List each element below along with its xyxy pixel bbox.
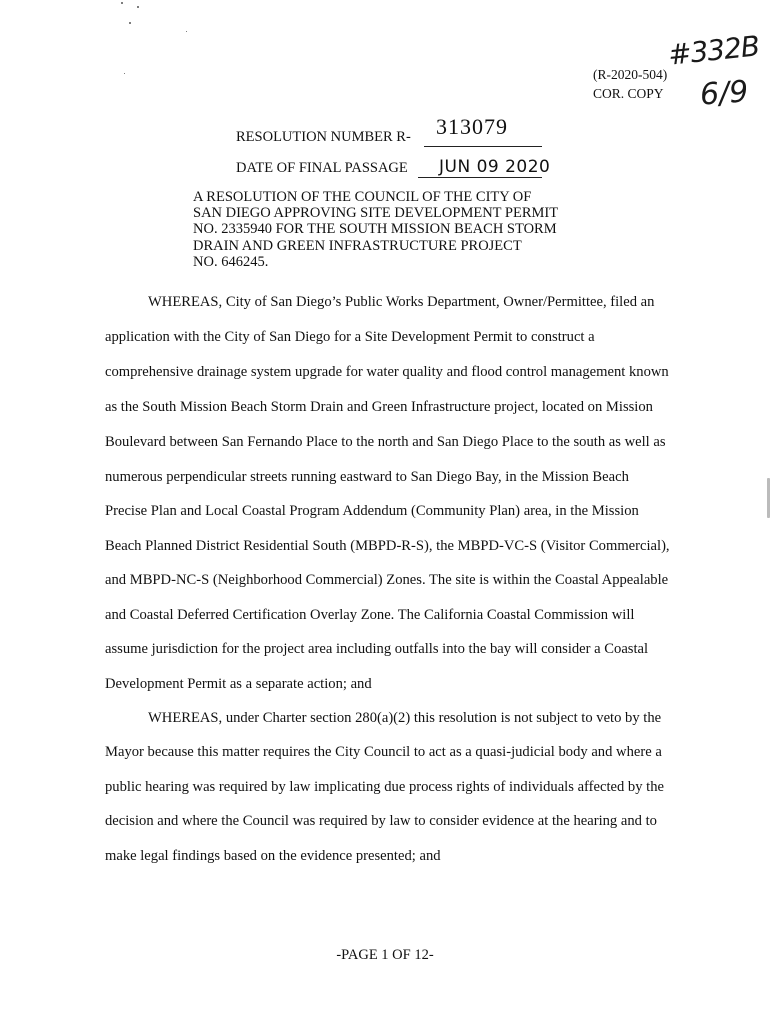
correction-copy-label: COR. COPY bbox=[593, 86, 664, 101]
body-line: comprehensive drainage system upgrade for water quality and flood control management known bbox=[105, 364, 669, 380]
page-number: -PAGE 1 OF 12- bbox=[336, 947, 434, 963]
scan-speck bbox=[129, 22, 131, 24]
body-line: Development Permit as a separate action; and bbox=[105, 676, 372, 692]
body-line: Precise Plan and Local Coastal Program Addendum (Community Plan) area, in the Mission bbox=[105, 503, 639, 519]
body-line: as the South Mission Beach Storm Drain and Green Infrastructure project, located on Mission bbox=[105, 399, 653, 415]
body-line: public hearing was required by law implicating due process rights of individuals affected by the bbox=[105, 779, 665, 795]
final-passage-date-label: DATE OF FINAL PASSAGE bbox=[236, 160, 408, 176]
reference-block bbox=[593, 65, 667, 103]
handwritten-date: 6/9 bbox=[698, 74, 750, 113]
resolution-number-label: RESOLUTION NUMBER R- bbox=[236, 129, 411, 145]
resolution-number-value: 313079 bbox=[436, 114, 508, 139]
handwritten-item-number: #332B bbox=[666, 29, 761, 72]
title-line: NO. 2335940 FOR THE SOUTH MISSION BEACH STORM bbox=[193, 221, 557, 238]
resolution-number-underline bbox=[424, 146, 542, 147]
reference-number: (R-2020-504) bbox=[593, 67, 668, 82]
title-line: A RESOLUTION OF THE COUNCIL OF THE CITY OF bbox=[193, 189, 532, 205]
body-line: WHEREAS, under Charter section 280(a)(2) this resolution is not subject to veto by the bbox=[148, 710, 662, 726]
body-line: WHEREAS, City of San Diego’s Public Works Department, Owner/Permittee, filed an bbox=[148, 294, 655, 310]
title-line: NO. 646245. bbox=[193, 253, 269, 270]
scan-speck bbox=[137, 6, 139, 8]
resolution-title bbox=[193, 189, 593, 270]
body-line: application with the City of San Diego for a Site Development Permit to construct a bbox=[105, 329, 595, 345]
scan-speck bbox=[186, 31, 187, 32]
body-line: Beach Planned District Residential South (MBPD-R-S), the MBPD-VC-S (Visitor Commercial), bbox=[105, 538, 670, 554]
final-passage-date-stamp: JUN 09 2020 bbox=[439, 157, 551, 177]
final-passage-date-underline bbox=[418, 177, 542, 178]
body-line: and MBPD-NC-S (Neighborhood Commercial) Zones. The site is within the Coastal Appealable bbox=[105, 572, 669, 588]
body-line: make legal findings based on the evidence presented; and bbox=[105, 848, 441, 864]
scan-speck bbox=[124, 73, 125, 74]
body-line: numerous perpendicular streets running eastward to San Diego Bay, in the Mission Beach bbox=[105, 469, 629, 485]
title-line: DRAIN AND GREEN INFRASTRUCTURE PROJECT bbox=[193, 237, 522, 254]
body-line: decision and where the Council was required by law to consider evidence at the hearing and to bbox=[105, 813, 657, 829]
title-line: SAN DIEGO APPROVING SITE DEVELOPMENT PERMIT bbox=[193, 205, 559, 222]
scan-speck bbox=[121, 2, 123, 4]
body-line: assume jurisdiction for the project area including outfalls into the bay will consider a Coastal bbox=[105, 641, 649, 657]
body-line: Boulevard between San Fernando Place to the north and San Diego Place to the south as well as bbox=[105, 434, 666, 450]
body-line: Mayor because this matter requires the City Council to act as a quasi-judicial body and where a bbox=[105, 744, 662, 760]
body-line: and Coastal Deferred Certification Overlay Zone. The California Coastal Commission will bbox=[105, 607, 635, 623]
